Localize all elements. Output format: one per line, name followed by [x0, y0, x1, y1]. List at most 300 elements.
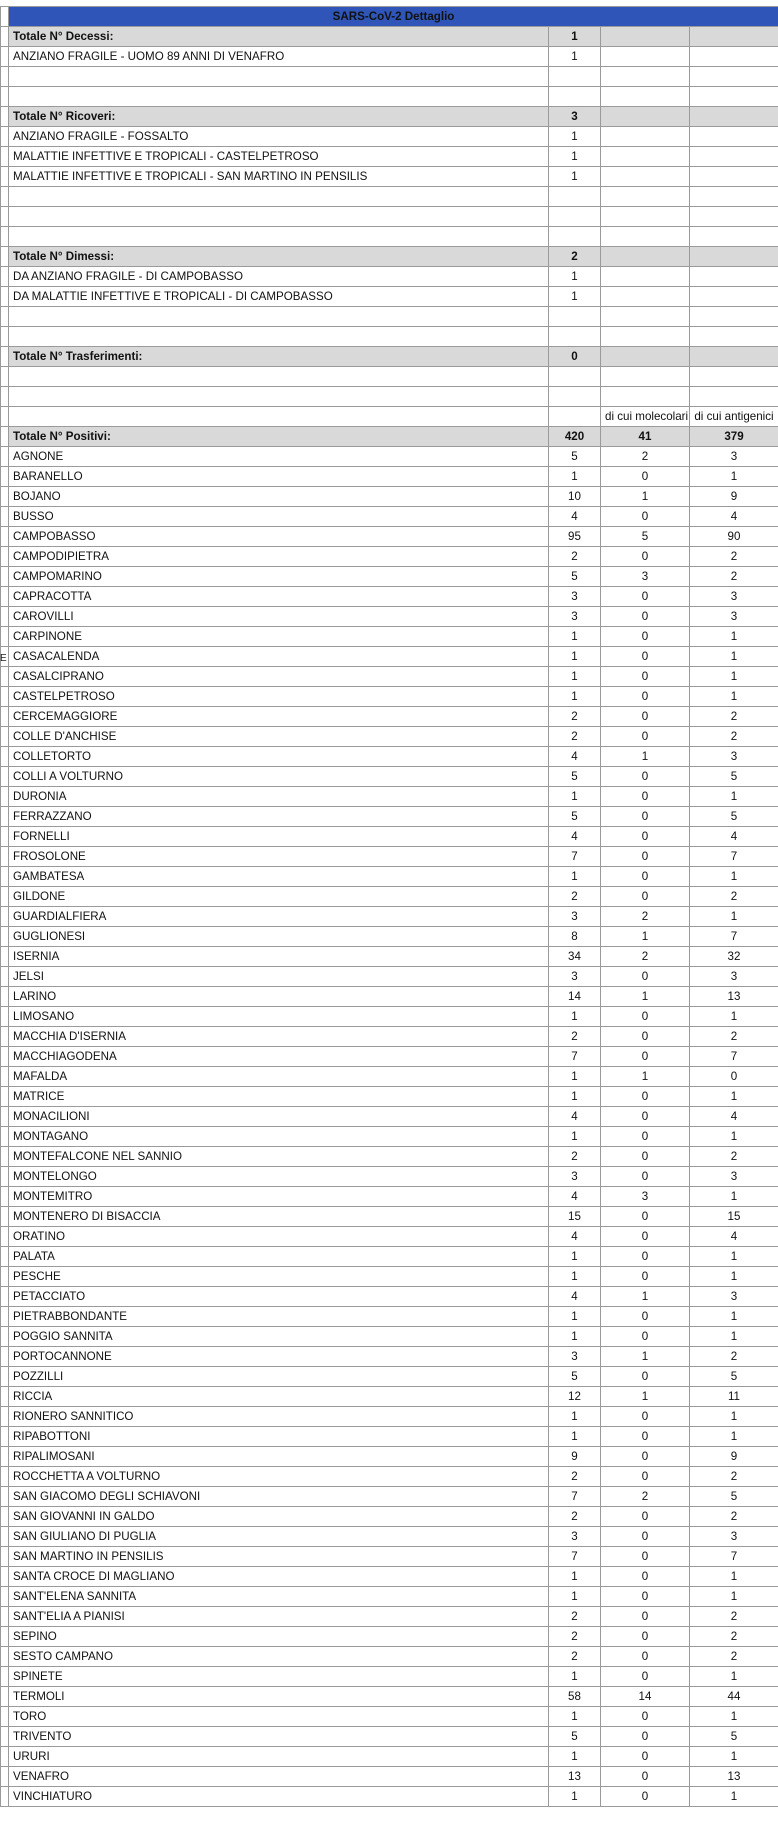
- town-name: SAN GIULIANO DI PUGLIA: [9, 1527, 549, 1547]
- town-row: [1, 1147, 778, 1167]
- town-antigenici: 3: [690, 1287, 778, 1307]
- town-antigenici: 4: [690, 1107, 778, 1127]
- town-row: [1, 1487, 778, 1507]
- town-row: [1, 947, 778, 967]
- town-row: [1, 547, 778, 567]
- empty-row: [1, 67, 778, 87]
- town-antigenici: 2: [690, 547, 778, 567]
- town-antigenici: 3: [690, 747, 778, 767]
- town-row: [1, 1047, 778, 1067]
- empty-row: [1, 367, 778, 387]
- town-total: 1: [549, 1567, 601, 1587]
- ricoveri-item-name: ANZIANO FRAGILE - FOSSALTO: [9, 127, 549, 147]
- town-name: GAMBATESA: [9, 867, 549, 887]
- town-name: COLLE D'ANCHISE: [9, 727, 549, 747]
- town-row: [1, 707, 778, 727]
- town-row: [1, 1247, 778, 1267]
- town-antigenici: 7: [690, 927, 778, 947]
- town-total: 3: [549, 1167, 601, 1187]
- town-molecolari: 0: [601, 807, 690, 827]
- empty-row: [1, 387, 778, 407]
- town-molecolari: 0: [601, 847, 690, 867]
- detail-table: [0, 6, 778, 1807]
- town-antigenici: 1: [690, 467, 778, 487]
- town-antigenici: 1: [690, 907, 778, 927]
- town-row: [1, 1287, 778, 1307]
- town-total: 2: [549, 1027, 601, 1047]
- town-row: [1, 647, 778, 667]
- town-row: [1, 1367, 778, 1387]
- dimessi-total: 2: [549, 247, 601, 267]
- town-name: CAMPODIPIETRA: [9, 547, 549, 567]
- town-molecolari: 0: [601, 1747, 690, 1767]
- town-total: 2: [549, 1647, 601, 1667]
- town-molecolari: 0: [601, 1367, 690, 1387]
- town-total: 4: [549, 507, 601, 527]
- town-molecolari: 0: [601, 647, 690, 667]
- town-antigenici: 1: [690, 647, 778, 667]
- town-antigenici: 1: [690, 1187, 778, 1207]
- town-name: ROCCHETTA A VOLTURNO: [9, 1467, 549, 1487]
- town-total: 14: [549, 987, 601, 1007]
- town-antigenici: 11: [690, 1387, 778, 1407]
- town-row: [1, 687, 778, 707]
- trasferimenti-label: Totale N° Trasferimenti:: [9, 347, 549, 367]
- town-total: 3: [549, 907, 601, 927]
- town-antigenici: 1: [690, 1747, 778, 1767]
- town-row: [1, 467, 778, 487]
- town-row: [1, 907, 778, 927]
- town-molecolari: 0: [601, 1407, 690, 1427]
- town-total: 2: [549, 707, 601, 727]
- town-molecolari: 14: [601, 1687, 690, 1707]
- dimessi-item-value: 1: [549, 267, 601, 287]
- town-total: 4: [549, 827, 601, 847]
- town-name: CAMPOBASSO: [9, 527, 549, 547]
- positivi-total-molecolari: 41: [601, 427, 690, 447]
- town-row: [1, 1567, 778, 1587]
- title-row: [1, 7, 778, 27]
- town-total: 1: [549, 1007, 601, 1027]
- town-molecolari: 1: [601, 1387, 690, 1407]
- town-molecolari: 0: [601, 1607, 690, 1627]
- town-total: 7: [549, 1047, 601, 1067]
- positivi-header-row: [1, 427, 778, 447]
- ricoveri-label: Totale N° Ricoveri:: [9, 107, 549, 127]
- town-antigenici: 13: [690, 1767, 778, 1787]
- town-molecolari: 2: [601, 907, 690, 927]
- town-row: [1, 1347, 778, 1367]
- town-name: DURONIA: [9, 787, 549, 807]
- town-antigenici: 1: [690, 1327, 778, 1347]
- town-total: 1: [549, 1747, 601, 1767]
- town-row: [1, 1767, 778, 1787]
- town-name: TRIVENTO: [9, 1727, 549, 1747]
- town-antigenici: 5: [690, 1367, 778, 1387]
- town-antigenici: 2: [690, 567, 778, 587]
- town-name: GILDONE: [9, 887, 549, 907]
- town-total: 1: [549, 1267, 601, 1287]
- town-antigenici: 2: [690, 707, 778, 727]
- town-total: 4: [549, 1227, 601, 1247]
- town-total: 1: [549, 1327, 601, 1347]
- town-molecolari: 0: [601, 707, 690, 727]
- town-row: [1, 1407, 778, 1427]
- town-molecolari: 0: [601, 967, 690, 987]
- town-molecolari: 5: [601, 527, 690, 547]
- positivi-total-antigenici: 379: [690, 427, 778, 447]
- town-antigenici: 13: [690, 987, 778, 1007]
- town-row: [1, 887, 778, 907]
- town-molecolari: 0: [601, 1647, 690, 1667]
- town-molecolari: 0: [601, 1507, 690, 1527]
- town-row: [1, 1187, 778, 1207]
- town-total: 4: [549, 747, 601, 767]
- decessi-header-row: [1, 27, 778, 47]
- town-name: MONTEFALCONE NEL SANNIO: [9, 1147, 549, 1167]
- town-total: 4: [549, 1187, 601, 1207]
- covid-detail-sheet: [0, 6, 778, 1807]
- town-total: 1: [549, 1787, 601, 1807]
- town-row: [1, 1427, 778, 1447]
- col-antigenici-header: di cui antigenici: [690, 407, 778, 427]
- ricoveri-item-value: 1: [549, 147, 601, 167]
- town-molecolari: 0: [601, 1147, 690, 1167]
- town-total: 1: [549, 1707, 601, 1727]
- town-antigenici: 90: [690, 527, 778, 547]
- town-total: 10: [549, 487, 601, 507]
- town-name: TORO: [9, 1707, 549, 1727]
- town-name: POGGIO SANNITA: [9, 1327, 549, 1347]
- trasferimenti-header-row: [1, 347, 778, 367]
- town-total: 5: [549, 447, 601, 467]
- ricoveri-row: [1, 167, 778, 187]
- town-total: 1: [549, 1407, 601, 1427]
- town-row: [1, 967, 778, 987]
- town-molecolari: 3: [601, 1187, 690, 1207]
- town-row: [1, 527, 778, 547]
- town-molecolari: 0: [601, 827, 690, 847]
- town-molecolari: 0: [601, 1027, 690, 1047]
- decessi-row: [1, 47, 778, 67]
- town-row: [1, 447, 778, 467]
- town-total: 1: [549, 787, 601, 807]
- town-row: [1, 1327, 778, 1347]
- empty-row: [1, 187, 778, 207]
- town-name: MACCHIAGODENA: [9, 1047, 549, 1067]
- town-antigenici: 1: [690, 667, 778, 687]
- town-antigenici: 5: [690, 1727, 778, 1747]
- town-antigenici: 2: [690, 1147, 778, 1167]
- town-name: MONACILIONI: [9, 1107, 549, 1127]
- town-antigenici: 5: [690, 1487, 778, 1507]
- town-name: GUARDIALFIERA: [9, 907, 549, 927]
- town-antigenici: 7: [690, 1547, 778, 1567]
- town-total: 1: [549, 467, 601, 487]
- town-row: [1, 1727, 778, 1747]
- ricoveri-item-name: MALATTIE INFETTIVE E TROPICALI - SAN MARTINO IN PENSILIS: [9, 167, 549, 187]
- town-total: 95: [549, 527, 601, 547]
- dimessi-row: [1, 287, 778, 307]
- dimessi-label: Totale N° Dimessi:: [9, 247, 549, 267]
- town-total: 2: [549, 547, 601, 567]
- town-total: 13: [549, 1767, 601, 1787]
- decessi-total: 1: [549, 27, 601, 47]
- town-molecolari: 1: [601, 1287, 690, 1307]
- town-name: MONTAGANO: [9, 1127, 549, 1147]
- town-total: 9: [549, 1447, 601, 1467]
- town-molecolari: 0: [601, 1327, 690, 1347]
- town-molecolari: 0: [601, 787, 690, 807]
- positivi-total: 420: [549, 427, 601, 447]
- town-molecolari: 0: [601, 1007, 690, 1027]
- town-antigenici: 1: [690, 1587, 778, 1607]
- town-total: 3: [549, 587, 601, 607]
- town-molecolari: 0: [601, 1587, 690, 1607]
- town-antigenici: 5: [690, 767, 778, 787]
- town-molecolari: 0: [601, 667, 690, 687]
- town-name: SANTA CROCE DI MAGLIANO: [9, 1567, 549, 1587]
- town-molecolari: 0: [601, 767, 690, 787]
- town-total: 1: [549, 1307, 601, 1327]
- town-name: MONTENERO DI BISACCIA: [9, 1207, 549, 1227]
- town-row: [1, 767, 778, 787]
- ricoveri-header-row: [1, 107, 778, 127]
- town-antigenici: 1: [690, 1307, 778, 1327]
- town-antigenici: 1: [690, 787, 778, 807]
- ricoveri-item-value: 1: [549, 167, 601, 187]
- town-molecolari: 1: [601, 1067, 690, 1087]
- town-antigenici: 2: [690, 1027, 778, 1047]
- town-molecolari: 2: [601, 1487, 690, 1507]
- town-molecolari: 0: [601, 507, 690, 527]
- town-molecolari: 0: [601, 1167, 690, 1187]
- town-antigenici: 1: [690, 1247, 778, 1267]
- town-molecolari: 0: [601, 587, 690, 607]
- town-row: [1, 1707, 778, 1727]
- town-name: BARANELLO: [9, 467, 549, 487]
- ricoveri-row: [1, 127, 778, 147]
- town-row: [1, 507, 778, 527]
- positivi-label: Totale N° Positivi:: [9, 427, 549, 447]
- town-name: GUGLIONESI: [9, 927, 549, 947]
- town-total: 15: [549, 1207, 601, 1227]
- town-name: CERCEMAGGIORE: [9, 707, 549, 727]
- town-name: JELSI: [9, 967, 549, 987]
- town-antigenici: 2: [690, 1507, 778, 1527]
- town-molecolari: 0: [601, 607, 690, 627]
- town-antigenici: 1: [690, 1787, 778, 1807]
- town-antigenici: 2: [690, 1607, 778, 1627]
- decessi-item-name: ANZIANO FRAGILE - UOMO 89 ANNI DI VENAFRO: [9, 47, 549, 67]
- ricoveri-item-value: 1: [549, 127, 601, 147]
- sheet-title: SARS-CoV-2 Dettaglio: [9, 7, 778, 27]
- town-row: [1, 1627, 778, 1647]
- town-row: [1, 1027, 778, 1047]
- town-name: MAFALDA: [9, 1067, 549, 1087]
- town-total: 1: [549, 687, 601, 707]
- empty-row: [1, 327, 778, 347]
- town-total: 1: [549, 1667, 601, 1687]
- town-molecolari: 0: [601, 1307, 690, 1327]
- empty-row: [1, 227, 778, 247]
- town-row: [1, 827, 778, 847]
- town-row: [1, 1007, 778, 1027]
- town-row: [1, 1787, 778, 1807]
- town-name: LARINO: [9, 987, 549, 1007]
- town-antigenici: 2: [690, 887, 778, 907]
- town-total: 1: [549, 667, 601, 687]
- dimessi-row: [1, 267, 778, 287]
- town-total: 1: [549, 1067, 601, 1087]
- town-name: RIPALIMOSANI: [9, 1447, 549, 1467]
- decessi-label: Totale N° Decessi:: [9, 27, 549, 47]
- town-total: 8: [549, 927, 601, 947]
- dimessi-header-row: [1, 247, 778, 267]
- town-total: 7: [549, 1487, 601, 1507]
- town-total: 2: [549, 727, 601, 747]
- town-name: ISERNIA: [9, 947, 549, 967]
- town-name: PESCHE: [9, 1267, 549, 1287]
- town-antigenici: 2: [690, 1627, 778, 1647]
- town-molecolari: 0: [601, 1567, 690, 1587]
- town-antigenici: 2: [690, 727, 778, 747]
- town-name: AGNONE: [9, 447, 549, 467]
- town-molecolari: 1: [601, 747, 690, 767]
- town-name: RICCIA: [9, 1387, 549, 1407]
- town-total: 4: [549, 1107, 601, 1127]
- town-name: PORTOCANNONE: [9, 1347, 549, 1367]
- town-total: 5: [549, 807, 601, 827]
- town-antigenici: 3: [690, 607, 778, 627]
- town-total: 5: [549, 767, 601, 787]
- empty-row: [1, 207, 778, 227]
- town-row: [1, 867, 778, 887]
- town-antigenici: 4: [690, 1227, 778, 1247]
- town-molecolari: 1: [601, 1347, 690, 1367]
- town-name: VINCHIATURO: [9, 1787, 549, 1807]
- dimessi-item-name: DA ANZIANO FRAGILE - DI CAMPOBASSO: [9, 267, 549, 287]
- town-antigenici: 2: [690, 1647, 778, 1667]
- town-name: MONTEMITRO: [9, 1187, 549, 1207]
- town-antigenici: 3: [690, 1167, 778, 1187]
- town-molecolari: 2: [601, 947, 690, 967]
- town-molecolari: 0: [601, 1787, 690, 1807]
- town-antigenici: 3: [690, 967, 778, 987]
- town-row: [1, 727, 778, 747]
- town-row: [1, 587, 778, 607]
- town-row: [1, 1647, 778, 1667]
- town-molecolari: 0: [601, 1207, 690, 1227]
- town-name: CAROVILLI: [9, 607, 549, 627]
- town-row: [1, 987, 778, 1007]
- town-antigenici: 7: [690, 847, 778, 867]
- town-row: [1, 1527, 778, 1547]
- town-row: [1, 807, 778, 827]
- town-name: SAN GIOVANNI IN GALDO: [9, 1507, 549, 1527]
- town-total: 2: [549, 1147, 601, 1167]
- town-total: 1: [549, 867, 601, 887]
- town-molecolari: 0: [601, 1467, 690, 1487]
- town-row: [1, 747, 778, 767]
- town-molecolari: 0: [601, 547, 690, 567]
- town-row: [1, 1587, 778, 1607]
- town-molecolari: 3: [601, 567, 690, 587]
- town-total: 34: [549, 947, 601, 967]
- town-total: 1: [549, 1087, 601, 1107]
- town-total: 7: [549, 1547, 601, 1567]
- town-antigenici: 7: [690, 1047, 778, 1067]
- town-molecolari: 0: [601, 1767, 690, 1787]
- town-name: RIPABOTTONI: [9, 1427, 549, 1447]
- town-molecolari: 0: [601, 1047, 690, 1067]
- edge-mark: E: [0, 653, 7, 664]
- empty-row: [1, 87, 778, 107]
- town-name: SAN GIACOMO DEGLI SCHIAVONI: [9, 1487, 549, 1507]
- trasferimenti-total: 0: [549, 347, 601, 367]
- town-row: [1, 1167, 778, 1187]
- town-molecolari: 0: [601, 1227, 690, 1247]
- town-row: [1, 787, 778, 807]
- town-molecolari: 0: [601, 1427, 690, 1447]
- town-total: 1: [549, 1127, 601, 1147]
- town-row: [1, 1607, 778, 1627]
- town-molecolari: 0: [601, 687, 690, 707]
- town-molecolari: 0: [601, 1247, 690, 1267]
- town-antigenici: 3: [690, 447, 778, 467]
- town-name: CAMPOMARINO: [9, 567, 549, 587]
- town-molecolari: 0: [601, 1087, 690, 1107]
- col-molecolari-header: di cui molecolari: [601, 407, 690, 427]
- town-molecolari: 0: [601, 1727, 690, 1747]
- town-name: CAPRACOTTA: [9, 587, 549, 607]
- dimessi-item-value: 1: [549, 287, 601, 307]
- town-molecolari: 0: [601, 1267, 690, 1287]
- town-total: 4: [549, 1287, 601, 1307]
- town-name: PETACCIATO: [9, 1287, 549, 1307]
- town-antigenici: 1: [690, 1267, 778, 1287]
- town-name: BUSSO: [9, 507, 549, 527]
- town-antigenici: 1: [690, 1007, 778, 1027]
- town-antigenici: 2: [690, 1467, 778, 1487]
- town-antigenici: 1: [690, 867, 778, 887]
- town-name: SANT'ELENA SANNITA: [9, 1587, 549, 1607]
- town-row: [1, 1107, 778, 1127]
- town-row: [1, 607, 778, 627]
- town-row: [1, 1207, 778, 1227]
- town-antigenici: 2: [690, 1347, 778, 1367]
- town-row: [1, 1507, 778, 1527]
- ricoveri-row: [1, 147, 778, 167]
- town-total: 58: [549, 1687, 601, 1707]
- town-antigenici: 1: [690, 1567, 778, 1587]
- town-name: SEPINO: [9, 1627, 549, 1647]
- town-total: 3: [549, 607, 601, 627]
- town-name: FERRAZZANO: [9, 807, 549, 827]
- town-total: 2: [549, 1607, 601, 1627]
- town-name: MACCHIA D'ISERNIA: [9, 1027, 549, 1047]
- town-row: [1, 1127, 778, 1147]
- town-molecolari: 1: [601, 987, 690, 1007]
- town-name: ORATINO: [9, 1227, 549, 1247]
- decessi-item-value: 1: [549, 47, 601, 67]
- town-total: 3: [549, 1347, 601, 1367]
- town-row: [1, 1267, 778, 1287]
- town-row: [1, 927, 778, 947]
- town-name: COLLI A VOLTURNO: [9, 767, 549, 787]
- town-row: [1, 1467, 778, 1487]
- town-molecolari: 0: [601, 887, 690, 907]
